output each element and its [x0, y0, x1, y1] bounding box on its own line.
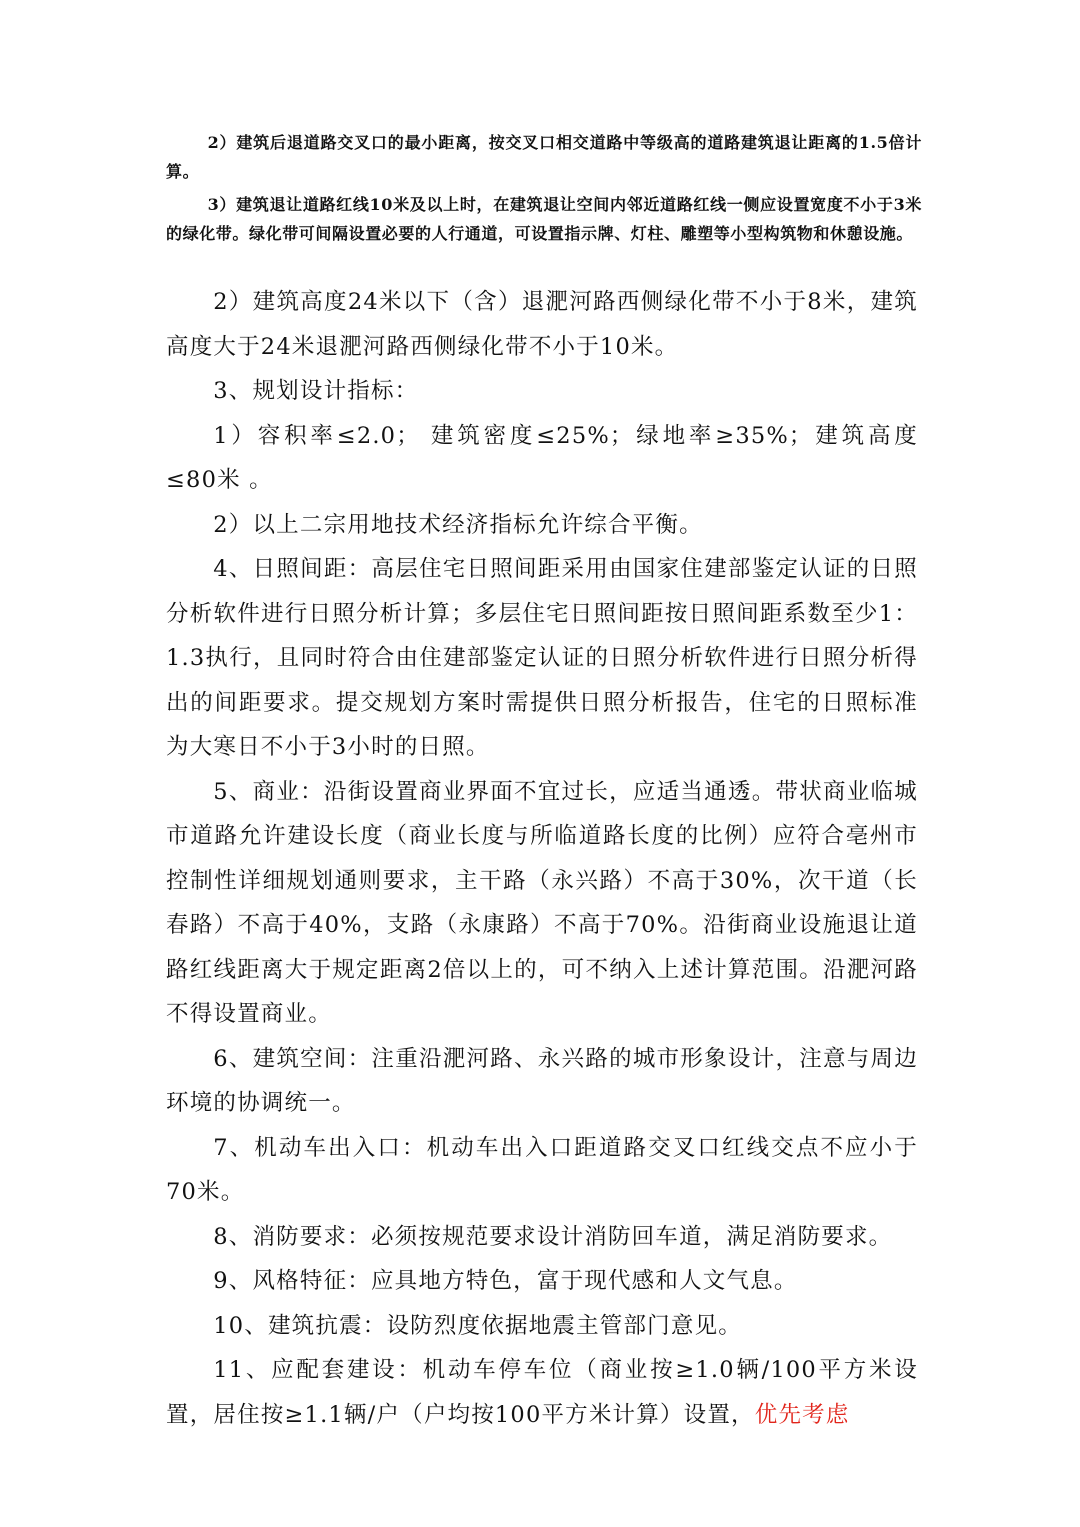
paragraph: 6、建筑空间：注重沿淝河路、永兴路的城市形象设计，注意与周边环境的协调统一。 [166, 1045, 918, 1116]
paragraph-last-text: 11、应配套建设：机动车停车位（商业按≥1.0辆/100平方米设置，居住按≥1.1辆/户（户均按100平方米计算）设置， [166, 1357, 918, 1428]
paragraph: 8、消防要求：必须按规范要求设计消防回车道，满足消防要求。 [213, 1223, 893, 1250]
small-text-block [166, 128, 922, 248]
paragraph: 10、建筑抗震：设防烈度依据地震主管部门意见。 [213, 1312, 742, 1339]
paragraph-last [166, 1348, 918, 1437]
main-text-block [166, 280, 918, 1437]
paragraph: 5、商业：沿街设置商业界面不宜过长，应适当通透。带状商业临城市道路允许建设长度（商业长度与所临道路长度的比例）应符合亳州市控制性详细规划通则要求，主干路（永兴路）不高于30%，次干道（长春路）不高于40%，支路（永康路）不高于70%。沿街商业设施退让道路红线距离大于规定距离2倍以上的，可不纳入上述计算范围。沿淝河路不得设置商业。 [166, 778, 918, 1027]
paragraph: 1）容积率≤2.0； 建筑密度≤25%；绿地率≥35%；建筑高度≤80米 。 [166, 422, 918, 493]
paragraph: 9、风格特征：应具地方特色，富于现代感和人文气息。 [213, 1268, 798, 1294]
paragraph: 4、日照间距：高层住宅日照间距采用由国家住建部鉴定认证的日照分析软件进行日照分析计算；多层住宅日照间距按日照间距系数至少1：1.3执行，且同时符合由住建部鉴定认证的日照分析软件进行日照分析得出的间距要求。提交规划方案时需提供日照分析报告，住宅的日照标准为大寒日不小于3小时的日照。 [166, 556, 918, 760]
small-paragraph: 2）建筑后退道路交叉口的最小距离，按交叉口相交道路中等级高的道路建筑退让距离的1.5倍计算。 [166, 133, 922, 181]
highlighted-text: 优先考虑 [754, 1401, 850, 1428]
paragraph: 2）建筑高度24米以下（含）退淝河路西侧绿化带不小于8米，建筑高度大于24米退淝河路西侧绿化带不小于10米。 [166, 289, 918, 360]
paragraph: 2）以上二宗用地技术经济指标允许综合平衡。 [213, 511, 703, 538]
small-paragraph: 3）建筑退让道路红线10米及以上时，在建筑退让空间内邻近道路红线一侧应设置宽度不小于3米的绿化带。绿化带可间隔设置必要的人行通道，可设置指示牌、灯柱、雕塑等小型构筑物和休憩设施。 [166, 195, 922, 243]
paragraph: 7、机动车出入口：机动车出入口距道路交叉口红线交点不应小于70米。 [166, 1134, 918, 1205]
paragraph: 3、规划设计指标： [213, 378, 419, 404]
